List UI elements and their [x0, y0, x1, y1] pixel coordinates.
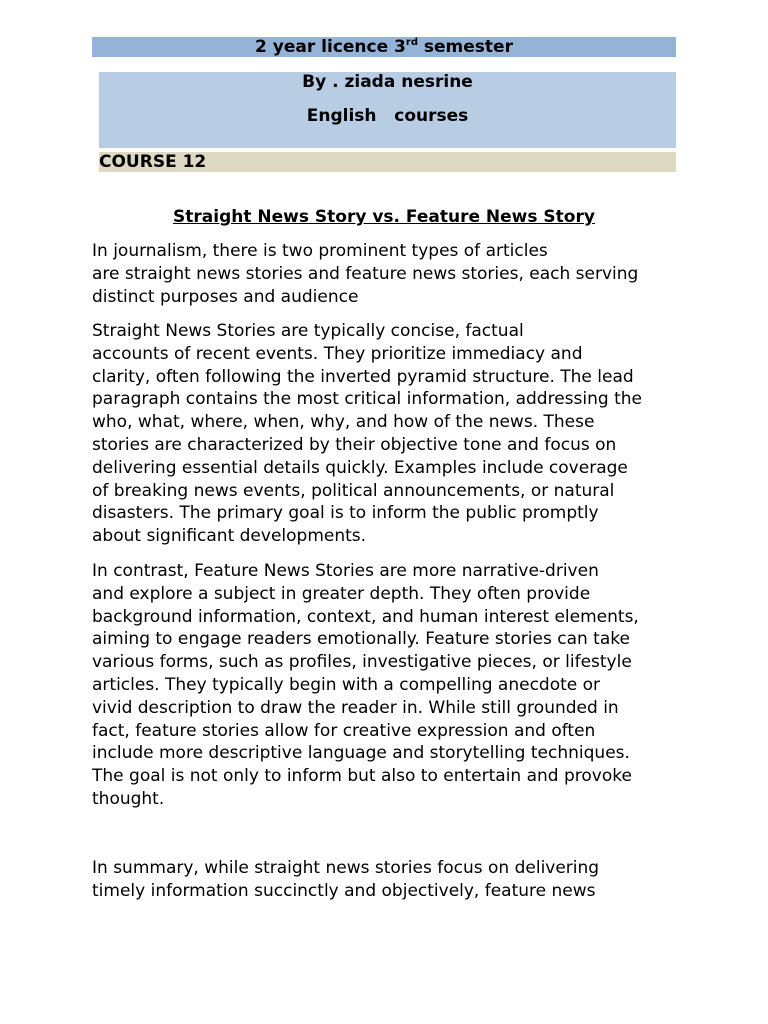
author-name: By . ziada nesrine [302, 72, 473, 92]
document-title: Straight News Story vs. Feature News Story [173, 207, 595, 227]
semester-label: semester [417, 37, 513, 57]
semester-year-text: 2 year licence 3 [255, 37, 406, 57]
semester-header [92, 37, 676, 57]
course-subject: English courses [306, 106, 469, 126]
semester-ordinal-suffix: rd [405, 37, 418, 48]
author-box [99, 72, 676, 148]
course-number: COURSE 12 [99, 152, 676, 172]
paragraph-straight-news: Straight News Stories are typically concise, factual accounts of recent events. They prioritize immediacy and clarity, often following the inverted pyramid structure. The lead paragraph contains the most critical information, addressing the who, what, where, when, why, and how of the news. These stories are characterized by their objective tone and focus on delivering essential details quickly. Examples include coverage of breaking news events, political announcements, or natural disasters. The primary goal is to inform the public promptly about significant developments. [92, 321, 642, 547]
paragraph-summary: In summary, while straight news stories focus on delivering timely information succinctly and objectively, feature news [92, 858, 600, 901]
paragraph-feature-news: In contrast, Feature News Stories are more narrative-driven and explore a subject in greater depth. They often provide background information, context, and human interest elements, aiming to engage readers emotionally. Feature stories can take various forms, such as profiles, investigative pieces, or lifestyle articles. They typically begin with a compelling anecdote or vivid description to draw the reader in. While still grounded in fact, feature stories allow for creative expression and often include more descriptive language and storytelling techniques. The goal is not only to inform but also to entertain and provoke thought. [92, 561, 639, 809]
paragraph-intro: In journalism, there is two prominent types of articles are straight news stories and feature news stories, each serving distinct purposes and audience [92, 241, 639, 307]
